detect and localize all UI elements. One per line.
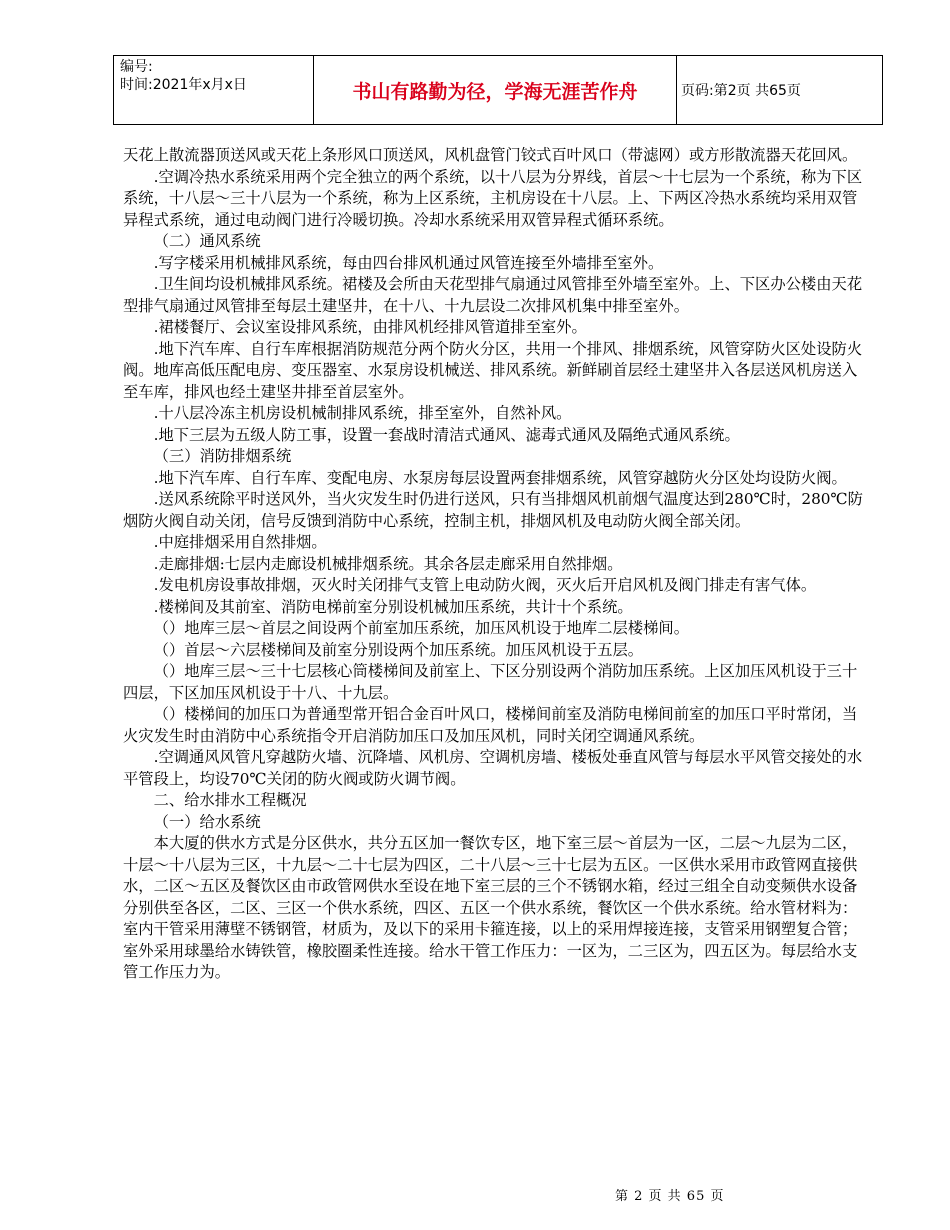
paragraph: （）楼梯间的加压口为普通型常开铝合金百叶风口，楼梯间前室及消防电梯间前室的加压口平时常闭，当火灾发生时由消防中心系统指令开启消防加压口及加压风机，同时关闭空调通风系统。 [123, 705, 858, 745]
time-label: 时间:2021年x月x日 [120, 77, 247, 93]
page-footer: 第 2 页 共 65 页 [615, 1189, 725, 1204]
paragraph: .地下汽车库、自行车库、变配电房、水泵房每层设置两套排烟系统，风管穿越防火分区处均设防火阀。 [153, 468, 847, 487]
paragraph: 天花上散流器顶送风或天花上条形风口顶送风，风机盘管门铰式百叶风口（带滤网）或方形散流器天花回风。 [123, 146, 858, 164]
header-motto: 书山有路勤为径，学海无涯苦作舟 [314, 56, 677, 124]
header-meta [114, 56, 314, 124]
paragraph: （）地库三层～首层之间设两个前室加压系统，加压风机设于地库二层楼梯间。 [153, 619, 689, 637]
page-header [113, 55, 883, 125]
paragraph: 二、给水排水工程概况 [153, 791, 307, 809]
paragraph: .走廊排烟:七层内走廊设机械排烟系统。其余各层走廊采用自然排烟。 [153, 554, 623, 573]
paragraph: .送风系统除平时送风外，当火灾发生时仍进行送风，只有当排烟风机前烟气温度达到280℃时，280℃防烟防火阀自动关闭，信号反馈到消防中心系统，控制主机，排烟风机及电动防火阀全部关闭。 [123, 490, 863, 530]
paragraph: .卫生间均设机械排风系统。裙楼及会所由天花型排气扇通过风管排至外墙至室外。上、下区办公楼由天花型排气扇通过风管排至每层土建坚井，在十八、十九层设二次排风机集中排至室外。 [123, 275, 863, 315]
header-page-info: 页码:第2页 共65页 [681, 83, 801, 99]
paragraph: （）地库三层～三十七层核心筒楼梯间及前室上、下区分别设两个消防加压系统。上区加压风机设于三十四层，下区加压风机设于十八、十九层。 [123, 662, 858, 702]
paragraph: .楼梯间及其前室、消防电梯前室分别设机械加压系统，共计十个系统。 [153, 597, 633, 616]
paragraph: （一）给水系统 [153, 812, 261, 831]
paragraph: .地下三层为五级人防工事，设置一套战时清洁式通风、滤毒式通风及隔绝式通风系统。 [153, 425, 740, 444]
paragraph: 本大厦的供水方式是分区供水，共分五区加一餐饮专区，地下室三层～首层为一区，二层～九层为二区，十层～十八层为三区，十九层～二十七层为四区，二十八层～三十七层为五区。一区供水采用市政管网直接供水，二区～五区及餐饮区由市政管网供水至设在地下室三层的三个不锈钢水箱，经过三组全自动变频供水设备分别供至各区，二区、三区一个供水系统，四区、五区一个供水系统，餐饮区一个供水系统。给水管材料为：室内干管采用薄壁不锈钢管，材质为，及以下的采用卡箍连接，以上的采用焊接连接，支管采用钢塑复合管；室外采用球墨给水铸铁管，橡胶圈柔性连接。给水干管工作压力：一区为，二三区为，四五区为。每层给水支管工作压力为。 [123, 834, 858, 981]
paragraph: .中庭排烟采用自然排烟。 [153, 533, 327, 551]
paragraph: .空调通风风管凡穿越防火墙、沉降墙、风机房、空调机房墙、楼板处垂直风管与每层水平风管交接处的水平管段上，均设70℃关闭的防火阀或防火调节阀。 [123, 748, 863, 788]
document-body [123, 145, 868, 984]
paragraph: （三）消防排烟系统 [153, 447, 292, 465]
paragraph: .十八层冷冻主机房设机械制排风系统，排至室外，自然补风。 [153, 404, 572, 422]
doc-number-label: 编号: [120, 59, 153, 75]
paragraph: .地下汽车库、自行车库根据消防规范分两个防火分区，共用一个排风、排烟系统，风管穿防火区处设防火阀。地库高低压配电房、变压器室、水泵房设机械送、排风系统。新鲜刷首层经土建坚井入各层送风机房送入至车库，排风也经土建坚井排至首层室外。 [123, 339, 863, 401]
paragraph: .裙楼餐厅、会议室设排风系统，由排风机经排风管道排至室外。 [153, 318, 587, 336]
paragraph: （二）通风系统 [153, 232, 261, 250]
paragraph: （）首层～六层楼梯间及前室分别设两个加压系统。加压风机设于五层。 [153, 640, 644, 659]
paragraph: .发电机房设事故排烟，灭火时关闭排气支管上电动防火阀，灭火后开启风机及阀门排走有害气体。 [153, 576, 817, 594]
paragraph: .空调冷热水系统采用两个完全独立的两个系统，以十八层为分界线，首层～十七层为一个系统，称为下区系统，十八层～三十八层为一个系统，称为上区系统，主机房设在十八层。上、下两区冷热水系统均采用双管异程式系统，通过电动阀门进行冷暖切换。冷却水系统采用双管异程式循环系统。 [123, 167, 863, 229]
paragraph: .写字楼采用机械排风系统，每由四台排风机通过风管连接至外墙排至室外。 [153, 253, 664, 272]
